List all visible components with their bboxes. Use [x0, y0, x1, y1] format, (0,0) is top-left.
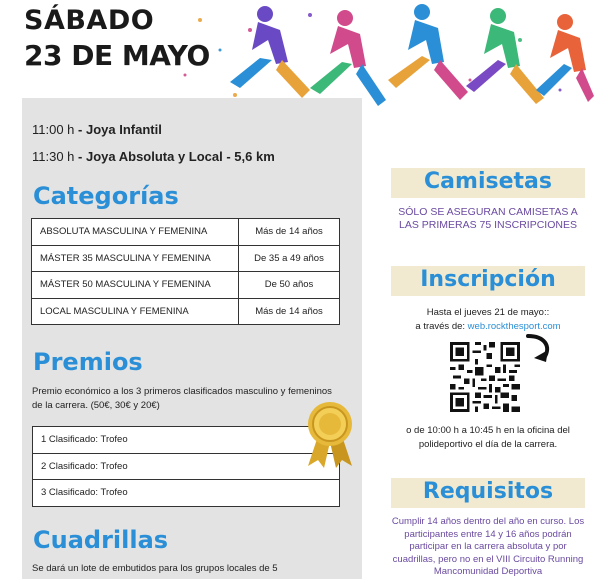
- category-age: De 50 años: [239, 272, 340, 299]
- left-info-panel: [22, 98, 362, 579]
- category-age: Más de 14 años: [239, 219, 340, 246]
- inscripcion-title: Inscripción: [420, 267, 556, 292]
- category-name: LOCAL MASCULINA Y FEMENINA: [32, 298, 239, 325]
- table-row: [32, 298, 340, 325]
- camisetas-notice: SÓLO SE ASEGURAN CAMISETAS A LAS PRIMERAS 75 INSCRIPCIONES: [398, 206, 578, 231]
- schedule-item-absoluta: [32, 149, 275, 164]
- qr-code[interactable]: [450, 342, 520, 412]
- premios-description: Premio económico a los 3 primeros clasificados masculino y femeninos de la carrera. (50€, 30€ y 20€): [32, 386, 332, 411]
- camisetas-title: Camisetas: [424, 169, 552, 194]
- table-row: [33, 480, 340, 507]
- arrow-icon: [522, 332, 556, 366]
- requisitos-title: Requisitos: [422, 479, 554, 504]
- table-row: [33, 427, 340, 454]
- medal-icon: [300, 398, 360, 470]
- schedule-time: 11:30 h: [32, 149, 75, 164]
- cuadrillas-title: Cuadrillas: [33, 526, 169, 554]
- prize-row: 2 Clasificado: Trofeo: [33, 453, 340, 480]
- requisitos-description: Cumplir 14 años dentro del año en curso. Los participantes entre 14 y 16 años podrán participar en la carrera absoluta y por cuadrillas, pero no en el VIII Circuito Running Mancomunidad Deportiva: [391, 516, 585, 577]
- category-name: ABSOLUTA MASCULINA Y FEMENINA: [32, 219, 239, 246]
- rockthesport-link[interactable]: web.rockthesport.com: [467, 321, 561, 332]
- prize-row: 1 Clasificado: Trofeo: [33, 427, 340, 454]
- cuadrillas-description: Se dará un lote de embutidos para los grupos locales de 5: [32, 563, 278, 574]
- categorias-table: [31, 218, 340, 325]
- category-age: De 35 a 49 años: [239, 245, 340, 272]
- schedule-time: 11:00 h: [32, 122, 75, 137]
- inscripcion-via-prefix: a través de:: [415, 321, 468, 332]
- event-day: SÁBADO: [24, 5, 155, 36]
- inscripcion-via: [390, 321, 586, 332]
- category-name: MÁSTER 35 MASCULINA Y FEMENINA: [32, 245, 239, 272]
- premios-title: Premios: [33, 348, 143, 376]
- event-date: 23 DE MAYO: [24, 39, 210, 72]
- schedule-event: - Joya Infantil: [74, 122, 162, 137]
- inscripcion-alternative: o de 10:00 h a 10:45 h en la oficina del polideportivo el día de la carrera.: [406, 425, 570, 450]
- inscripcion-deadline: Hasta el jueves 21 de mayo::: [426, 307, 550, 318]
- category-name: MÁSTER 50 MASCULINA Y FEMENINA: [32, 272, 239, 299]
- schedule-event: - Joya Absoluta y Local - 5,6 km: [74, 149, 275, 164]
- table-row: [32, 272, 340, 299]
- categorias-title: Categorías: [33, 182, 179, 210]
- prize-row: 3 Clasificado: Trofeo: [33, 480, 340, 507]
- category-age: Más de 14 años: [239, 298, 340, 325]
- table-row: [32, 245, 340, 272]
- table-row: [32, 219, 340, 246]
- premios-table: [32, 426, 340, 507]
- table-row: [33, 453, 340, 480]
- schedule-item-infantil: [32, 122, 162, 137]
